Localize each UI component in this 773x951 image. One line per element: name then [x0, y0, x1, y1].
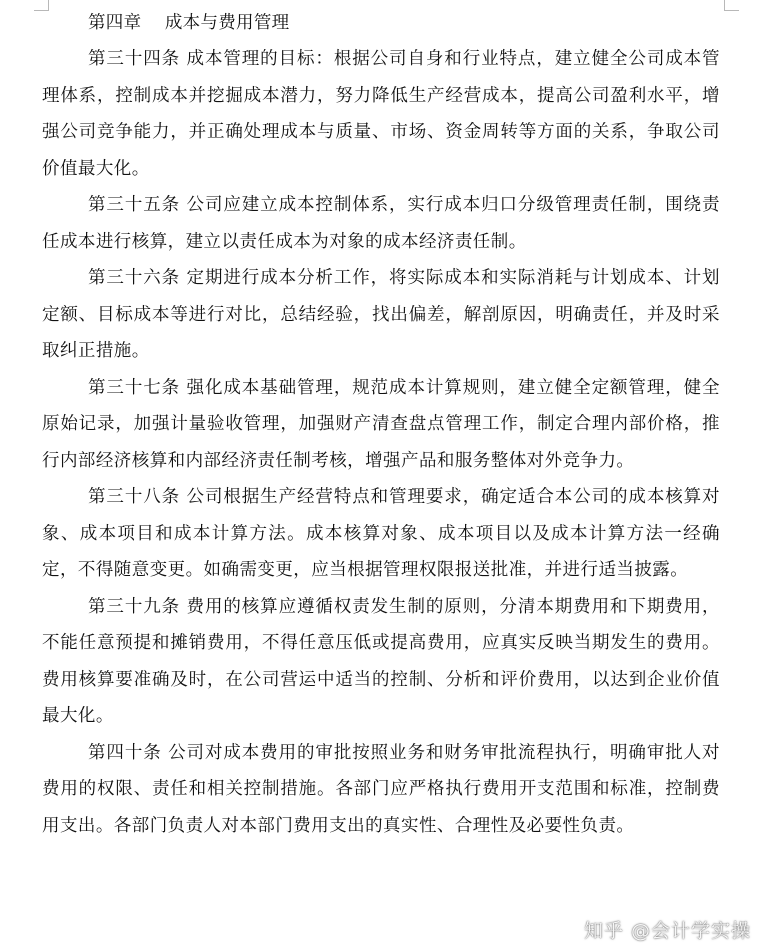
document-body	[42, 5, 720, 844]
article-36: 第三十六条 定期进行成本分析工作，将实际成本和实际消耗与计划成本、计划定额、目标成本等进行对比，总结经验，找出偏差，解剖原因，明确责任，并及时采取纠正措施。	[42, 268, 720, 361]
page-corner-mark-right	[724, 0, 739, 11]
article-34: 第三十四条 成本管理的目标：根据公司自身和行业特点，建立健全公司成本管理体系，控制成本并挖掘成本潜力，努力降低生产经营成本，提高公司盈利水平，增强公司竞争能力，并正确处理成本与质量、市场、资金周转等方面的关系，争取公司价值最大化。	[42, 49, 720, 179]
article-39: 第三十九条 费用的核算应遵循权责发生制的原则，分清本期费用和下期费用，不能任意预提和摊销费用，不得任意压低或提高费用，应真实反映当期发生的费用。费用核算要准确及时，在公司营运中适当的控制、分析和评价费用，以达到企业价值最大化。	[42, 596, 720, 726]
zhihu-watermark: 知乎 @会计学实操	[583, 920, 751, 942]
article-38: 第三十八条 公司根据生产经营特点和管理要求，确定适合本公司的成本核算对象、成本项目和成本计算方法。成本核算对象、成本项目以及成本计算方法一经确定，不得随意变更。如确需变更，应当根据管理权限报送批准，并进行适当披露。	[42, 487, 720, 580]
article-35: 第三十五条 公司应建立成本控制体系，实行成本归口分级管理责任制，围绕责任成本进行核算，建立以责任成本为对象的成本经济责任制。	[42, 195, 720, 252]
article-40: 第四十条 公司对成本费用的审批按照业务和财务审批流程执行，明确审批人对费用的权限、责任和相关控制措施。各部门应严格执行费用开支范围和标准，控制费用支出。各部门负责人对本部门费用支出的真实性、合理性及必要性负责。	[42, 742, 720, 836]
chapter-heading: 第四章 成本与费用管理	[88, 13, 290, 33]
article-37: 第三十七条 强化成本基础管理，规范成本计算规则，建立健全定额管理，健全原始记录，加强计量验收管理，加强财产清查盘点管理工作，制定合理内部价格，推行内部经济核算和内部经济责任制考核，增强产品和服务整体对外竞争力。	[42, 377, 720, 471]
